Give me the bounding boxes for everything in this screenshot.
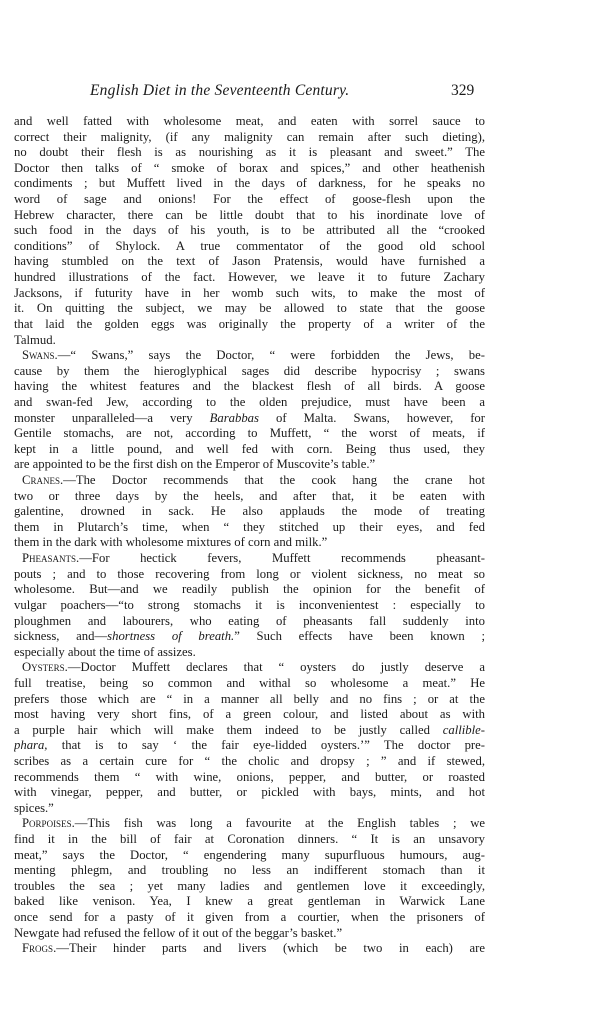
text-line: [14, 364, 485, 380]
text-line: [14, 489, 485, 505]
text-line: [14, 629, 485, 645]
text-line: [14, 582, 485, 598]
text-line: [14, 770, 485, 786]
line-text: word of sage and onions! For the effect of goose-flesh upon the: [14, 192, 485, 207]
line-text: menting phlegm, and troubling no less an indifferent stomach than it: [14, 863, 485, 878]
line-text: most having very short fins, of a green colour, and listed about as with: [14, 707, 485, 722]
line-text: scribes as a certain cure for “ the cholic and dropsy ; ” and if stewed,: [14, 753, 485, 768]
line-text: them in Plutarch’s time, when “ they stitched up their eyes, and fed: [14, 519, 485, 534]
text-line: [14, 723, 485, 739]
line-text: cause by them the hieroglyphical sages did describe hypocrisy ; swans: [14, 363, 485, 378]
page-number: 329: [451, 82, 475, 99]
line-text: having the whitest features and the blackest flesh of all birds. A goose: [14, 379, 485, 394]
text-line: [14, 504, 485, 520]
line-text: a purple hair which will make them indeed to be justly called: [14, 722, 443, 737]
line-text: are appointed to be the first dish on the Emperor of Muscovite’s table.”: [14, 457, 376, 472]
text-line: [14, 176, 485, 192]
line-text: Doctor then talks of “ smoke of borax and spices,” and other heathenish: [14, 160, 485, 175]
text-line: [14, 598, 485, 614]
line-text: wholesome. But—and we readily publish the opinion for the benefit of: [14, 582, 485, 597]
text-line: [14, 614, 485, 630]
line-text: —Their hinder parts and livers (which be two in each) are: [56, 941, 485, 956]
text-line: [14, 567, 485, 583]
section-heading: Pheasants.: [22, 551, 80, 566]
running-title: English Diet in the Seventeenth Century.: [90, 82, 350, 99]
italic-text: shortness of breath.: [107, 629, 235, 644]
line-text: hundred illustrations of the fact. However, we leave it to future Zachary: [14, 270, 485, 285]
text-line: [14, 301, 485, 317]
line-text: pouts ; and to those recovering from long or violent sickness, no meat so: [14, 566, 485, 581]
line-text: kept in a little pound, and well fed with corn. Being thus used, they: [14, 441, 485, 456]
line-text: Talmud.: [14, 332, 56, 347]
line-text: spices.”: [14, 800, 54, 815]
line-text: find it in the bill of fair at Coronation dinners. “ It is an unsavory: [14, 832, 485, 847]
line-text: ” Such effects have been known ;: [234, 629, 485, 644]
text-line: [14, 348, 485, 364]
text-line: [14, 676, 485, 692]
text-line: [14, 270, 485, 286]
line-text: ploughmen and labourers, who eating of pheasants fall suddenly into: [14, 613, 485, 628]
text-line: [14, 145, 485, 161]
text-line: [14, 379, 485, 395]
line-text: —For hectick fevers, Muffett recommends pheasant-: [79, 551, 485, 566]
line-text: of Malta. Swans, however, for: [258, 410, 485, 425]
text-line: [14, 411, 485, 427]
text-line: [14, 551, 485, 567]
text-line: [14, 286, 485, 302]
line-text: correct their malignity, (if any malignity can remain after such dieting),: [14, 129, 485, 144]
text-line: [14, 863, 485, 879]
text-line: [14, 941, 485, 957]
text-line: [14, 114, 485, 130]
line-text: prefers those which are “ in a manner all belly and no fins ; or at the: [14, 691, 485, 706]
line-text: —This fish was long a favourite at the English tables ; we: [74, 816, 485, 831]
text-line: [14, 660, 485, 676]
text-line: [14, 208, 485, 224]
text-line: [14, 832, 485, 848]
line-text: two or three days by the heels, and after that, it be eaten with: [14, 488, 485, 503]
text-line: [14, 535, 485, 551]
text-line: [14, 879, 485, 895]
italic-text: callible-: [442, 722, 485, 737]
text-line: [14, 473, 485, 489]
text-line: [14, 816, 485, 832]
text-line: [14, 254, 485, 270]
text-line: [14, 848, 485, 864]
line-text: that laid the golden eggs was originally the property of a writer of the: [14, 316, 485, 331]
text-line: [14, 894, 485, 910]
line-text: —The Doctor recommends that the cook hang the crane hot: [63, 473, 485, 488]
text-line: [14, 317, 485, 333]
line-text: troubles the sea ; yet many ladies and gentlemen love it exceedingly,: [14, 878, 485, 893]
text-line: [14, 738, 485, 754]
text-line: [14, 926, 485, 942]
running-header: [14, 82, 485, 104]
text-line: [14, 442, 485, 458]
line-text: that is to say ‘ the fair eye-lidded oysters.’” The doctor pre-: [47, 738, 485, 753]
text-line: [14, 239, 485, 255]
text-line: [14, 457, 485, 473]
text-line: [14, 161, 485, 177]
text-line: [14, 426, 485, 442]
line-text: Gentile stomachs, are not, according to Muffett, “ the worst of meats, if: [14, 426, 485, 441]
line-text: meat,” says the Doctor, “ engendering many supurfluous humours, aug-: [14, 847, 485, 862]
section-heading: Porpoises.: [22, 816, 75, 831]
text-line: [14, 692, 485, 708]
line-text: baked like venison. Yea, I knew a great gentleman in Warwick Lane: [14, 894, 485, 909]
line-text: monster unparalleled—a very: [14, 410, 210, 425]
line-text: condiments ; but Muffett lived in the days of darkness, for he speaks no: [14, 176, 485, 191]
line-text: once send for a pasty of it given from a courtier, when the prisoners of: [14, 910, 485, 925]
text-line: [14, 192, 485, 208]
text-line: [14, 130, 485, 146]
line-text: sickness, and—: [14, 629, 108, 644]
line-text: them in the dark with wholesome mixtures of corn and milk.”: [14, 535, 328, 550]
line-text: Jacksons, if futurity have in her womb such wits, to make the most of: [14, 285, 485, 300]
italic-text: Barabbas: [209, 410, 259, 425]
section-heading: Frogs.: [22, 941, 57, 956]
line-text: and well fatted with wholesome meat, and eaten with sorrel sauce to: [14, 114, 485, 128]
line-text: galentine, drowned in sack. He also applauds the mode of treating: [14, 504, 485, 519]
line-text: vulgar poachers—“to strong stomachs it is inconvenientest : especially to: [14, 597, 485, 612]
text-line: [14, 395, 485, 411]
text-line: [14, 754, 485, 770]
text-line: [14, 223, 485, 239]
text-line: [14, 333, 485, 349]
line-text: with vinegar, pepper, and butter, or pickled with bays, mints, and hot: [14, 785, 485, 800]
line-text: recommends them “ with wine, onions, pepper, and butter, or roasted: [14, 769, 485, 784]
text-line: [14, 707, 485, 723]
text-line: [14, 520, 485, 536]
line-text: having stumbled on the text of Jason Pratensis, would have furnished a: [14, 254, 485, 269]
line-text: especially about the time of assizes.: [14, 644, 196, 659]
line-text: Hebrew character, there can be little doubt that to his inordinate love of: [14, 207, 485, 222]
text-line: [14, 910, 485, 926]
line-text: conditions” of Shylock. A true commentator of the good old school: [14, 238, 485, 253]
text-line: [14, 645, 485, 661]
text-line: [14, 801, 485, 817]
line-text: and swan-fed Jew, according to the olden prejudice, must have been a: [14, 394, 485, 409]
section-heading: Cranes.: [22, 473, 64, 488]
line-text: full treatise, being so common and withal so wholesome a meat.” He: [14, 675, 485, 690]
line-text: Newgate had refused the fellow of it out of the beggar’s basket.”: [14, 925, 343, 940]
line-text: —“ Swans,” says the Doctor, “ were forbidden the Jews, be-: [57, 348, 485, 363]
line-text: —Doctor Muffett declares that “ oysters do justly deserve a: [67, 660, 485, 675]
italic-text: phara,: [14, 738, 48, 753]
line-text: no doubt their flesh is as nourishing as it is pleasant and sweet.” The: [14, 145, 485, 160]
book-page: [14, 82, 485, 957]
body-text: [14, 114, 485, 957]
text-line: [14, 785, 485, 801]
line-text: such food in the days of his youth, is to be attributed all the “crooked: [14, 223, 485, 238]
section-heading: Oysters.: [22, 660, 68, 675]
section-heading: Swans.: [22, 348, 58, 363]
line-text: it. On quitting the subject, we may be allowed to state that the goose: [14, 301, 485, 316]
